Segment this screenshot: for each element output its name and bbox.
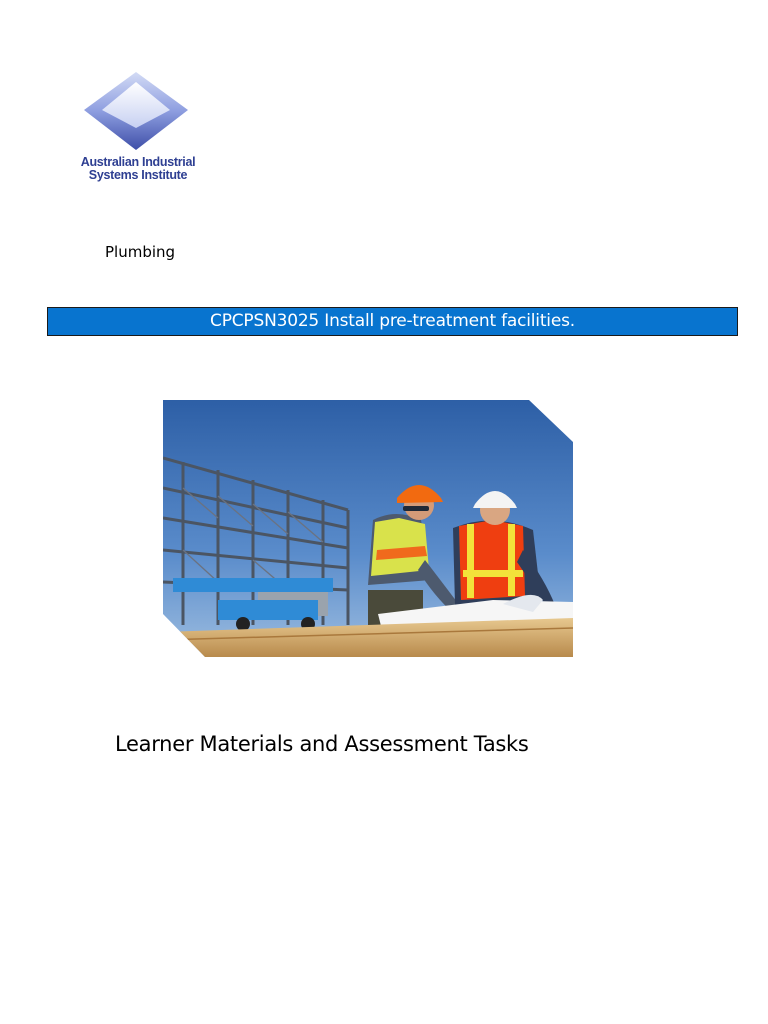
- subject-label: Plumbing: [105, 243, 176, 261]
- institute-name-line-2: Systems Institute: [88, 168, 188, 182]
- cover-photo: [163, 400, 573, 657]
- document-subtitle: Learner Materials and Assessment Tasks: [115, 732, 529, 756]
- construction-workers-image: [163, 400, 573, 657]
- institute-name: [78, 156, 198, 182]
- institute-name-line-1: Australian Industrial: [80, 155, 196, 169]
- unit-title-banner: CPCPSN3025 Install pre-treatment facilities.: [47, 307, 738, 336]
- institute-logo: [78, 70, 198, 190]
- diamond-logo-icon: [78, 70, 198, 156]
